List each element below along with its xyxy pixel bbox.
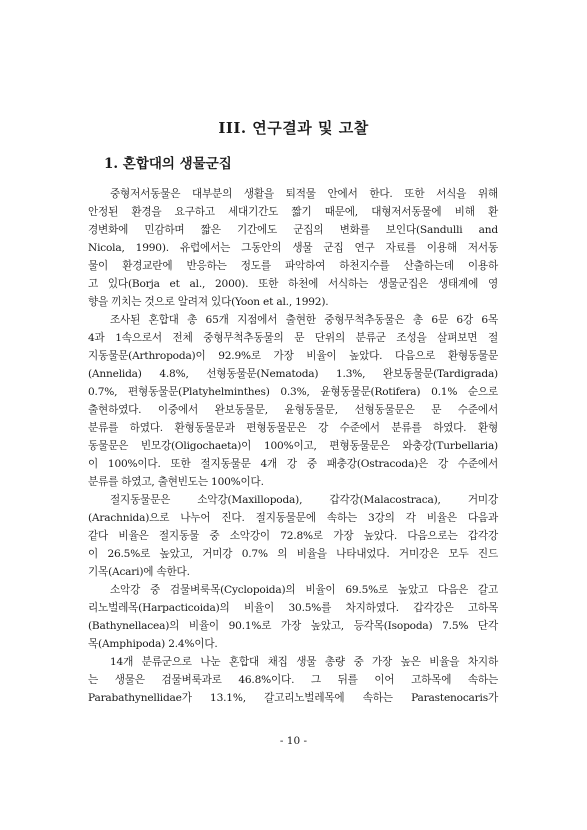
- chapter-title: III. 연구결과 및 고찰: [218, 119, 369, 137]
- body-line: 0.7%, 편형동물문(Platyhelminthes) 0.3%, 윤형동물문(Rotifera) 0.1% 순으로: [88, 386, 498, 398]
- body-line: 절지동물문은 소악강(Maxillopoda), 갑각강(Malacostraca), 거미강: [110, 494, 498, 506]
- body-line: 안정된 환경을 요구하고 세대기간도 짧기 때문에, 대형저서동물에 비해 환: [88, 206, 498, 218]
- body-line: 14개 분류군으로 나눈 혼합대 채집 생물 총량 중 가장 높은 비율을 차지하: [110, 656, 498, 668]
- body-line: 분류를 하였다. 환형동물문과 편형동물문은 강 수준에서 분류를 하였다. 환형: [88, 422, 498, 434]
- body-line: (Bathynellacea)의 비율이 90.1%로 가장 높았고, 등각목(Isopoda) 7.5% 단각: [88, 620, 498, 632]
- body-line: 동물문은 빈모강(Oligochaeta)이 100%이고, 편형동물문은 와충강(Turbellaria): [88, 440, 498, 452]
- body-line: 중형저서동물은 대부분의 생활을 퇴적물 안에서 한다. 또한 서식을 위해: [110, 188, 498, 200]
- body-line: 4과 1속으로서 전체 중형무척추동물의 문 단위의 분류군 조성을 살펴보면 절: [88, 332, 498, 344]
- body-line: 기목(Acari)에 속한다.: [88, 566, 190, 578]
- body-line: 조사된 혼합대 총 65개 지점에서 출현한 중형무척추동물은 총 6문 6강 6목: [110, 314, 498, 326]
- body-line: 이 26.5%로 높았고, 거미강 0.7% 의 비율을 나타내었다. 거미강은 모두 진드: [88, 548, 498, 560]
- body-line: 소악강 중 검물벼룩목(Cyclopoida)의 비율이 69.5%로 높았고 다음은 갈고: [110, 584, 498, 596]
- body-line: 목(Amphipoda) 2.4%이다.: [88, 638, 218, 650]
- body-line: 리노벌레목(Harpacticoida)의 비율이 30.5%를 차지하였다. 갑각강은 고하목: [88, 602, 498, 614]
- body-line: 지동물문(Arthropoda)이 92.9%로 가장 비율이 높았다. 다음으로 환형동물문: [88, 350, 498, 362]
- body-line: 향을 끼치는 것으로 알려져 있다(Yoon et al., 1992).: [88, 296, 329, 308]
- body-line: 같다 비율은 절지동물 중 소악강이 72.8%로 가장 높았다. 다음으로는 갑각강: [88, 530, 498, 542]
- body-line: 고 있다(Borja et al., 2000). 또한 하천에 서식하는 생물군집은 생태계에 영: [88, 278, 498, 290]
- body-line: Parabathynellidae가 13.1%, 갈고리노벌레목에 속하는 Parastenocaris가: [88, 692, 498, 704]
- body-line: 이 100%이다. 또한 절지동물문 4개 강 중 패충강(Ostracoda)은 강 수준에서: [88, 458, 498, 470]
- body-line: 분류를 하였고, 출현빈도는 100%이다.: [88, 476, 264, 488]
- body-line: 물이 환경교란에 반응하는 정도를 파악하여 하천지수를 산출하는데 이용하: [88, 260, 498, 272]
- body-text: [88, 185, 498, 707]
- body-line: 는 생물은 검물벼룩과로 46.8%이다. 그 뒤를 이어 고하목에 속하는: [88, 674, 498, 686]
- body-line: (Arachnida)으로 나누어 진다. 절지동물문에 속하는 3강의 각 비율은 다음과: [88, 512, 498, 524]
- section-title: 1. 혼합대의 생물군집: [104, 156, 232, 172]
- body-line: 경변화에 민감하며 짧은 기간에도 군집의 변화를 보인다(Sandulli and: [88, 224, 498, 236]
- body-line: Nicola, 1990). 유럽에서는 그동안의 생물 군집 연구 자료를 이용해 저서동: [88, 242, 498, 254]
- page-number: - 10 -: [279, 735, 308, 747]
- body-line: 출현하였다. 이중에서 완보동물문, 윤형동물문, 선형동물문은 문 수준에서: [88, 404, 498, 416]
- body-line: (Annelida) 4.8%, 선형동물문(Nematoda) 1.3%, 완보동물문(Tardigrada): [88, 368, 498, 380]
